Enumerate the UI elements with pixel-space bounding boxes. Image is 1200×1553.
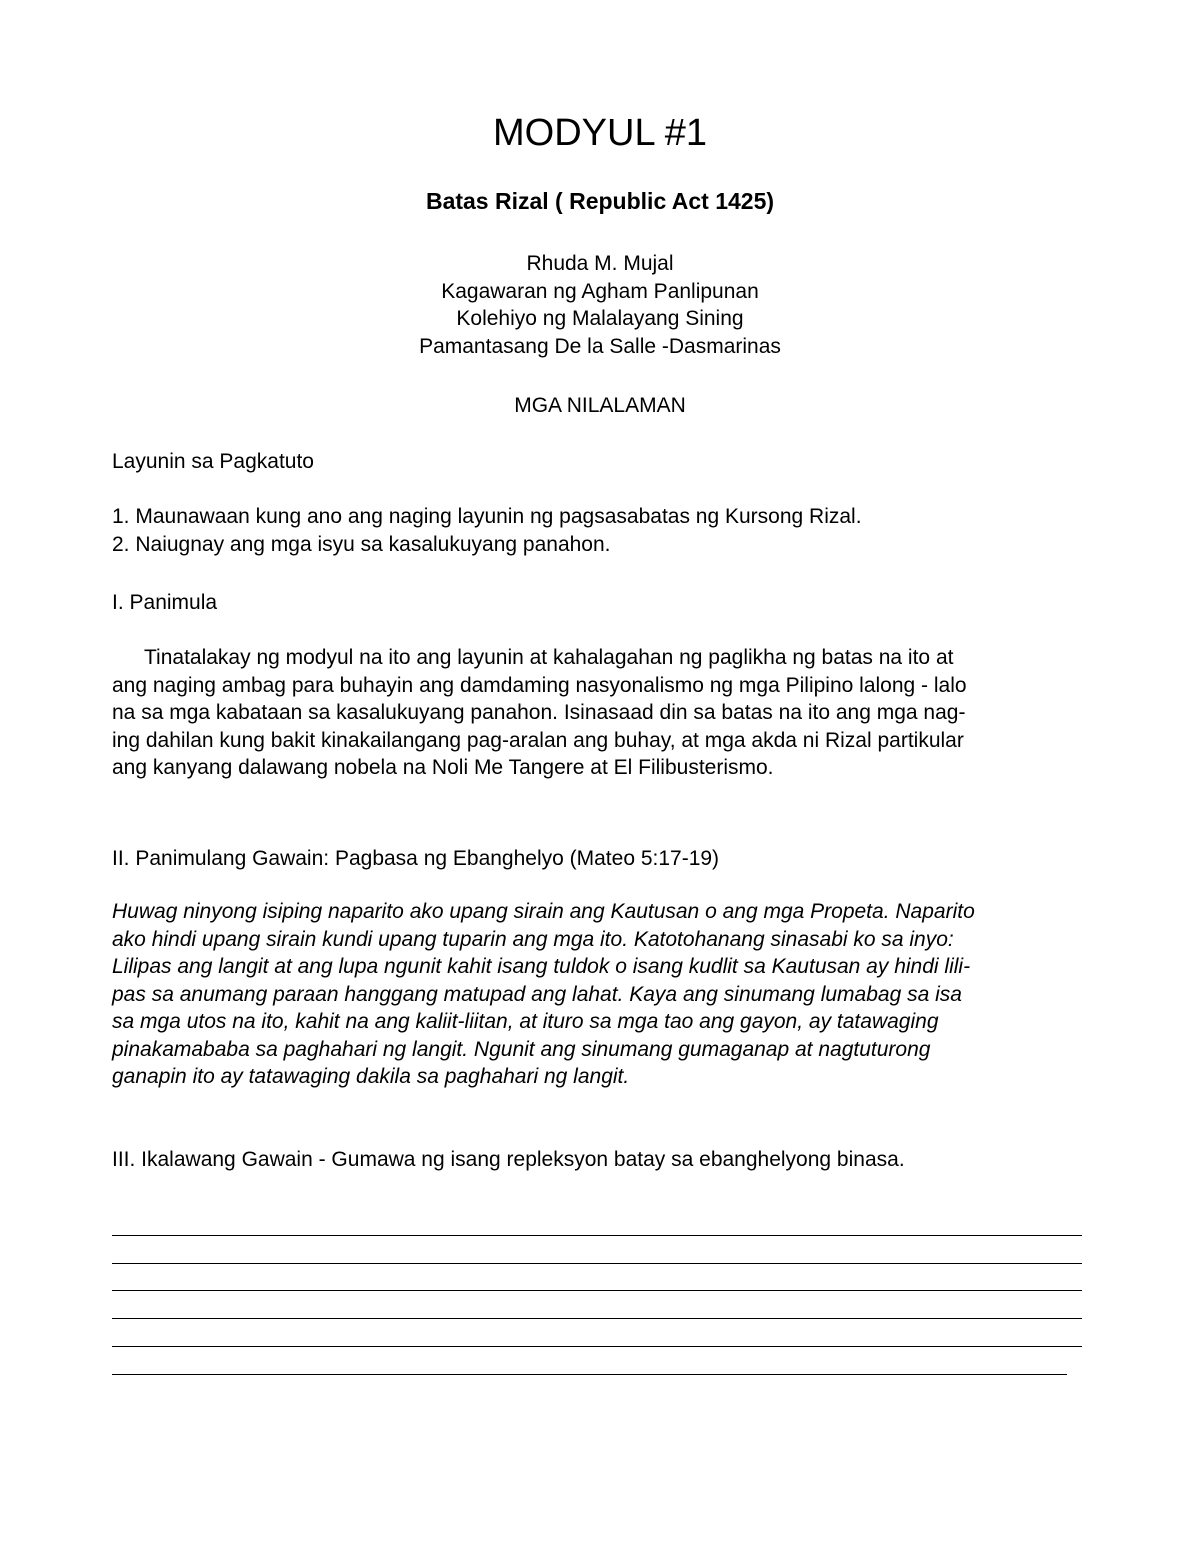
answer-blank-line[interactable] [112, 1236, 1082, 1264]
answer-blank-line[interactable] [112, 1208, 1082, 1236]
objective-item: 1. Maunawaan kung ano ang naging layunin ng pagsasabatas ng Kursong Rizal. [112, 505, 862, 528]
paragraph-line: Tinatalakay ng modyul na ito ang layunin at kahalagahan ng paglikha ng batas na ito at [144, 646, 954, 669]
author-name: Rhuda M. Mujal [526, 252, 674, 275]
author-college: Kolehiyo ng Malalayang Sining [456, 307, 744, 330]
gospel-verse-paragraph [112, 898, 1088, 1091]
module-subtitle: Batas Rizal ( Republic Act 1425) [425, 188, 775, 214]
paragraph-line: ing dahilan kung bakit kinakailangang pag-aralan ang buhay, at mga akda ni Rizal partikular [112, 728, 964, 752]
author-university: Pamantasang De la Salle -Dasmarinas [419, 334, 781, 358]
objectives-list [112, 503, 1088, 558]
contents-heading: MGA NILALAMAN [514, 394, 686, 417]
paragraph-line: na sa mga kabataan sa kasalukuyang panahon. Isinasaad din sa batas na ito ang mga nag- [112, 701, 966, 724]
verse-line: pinakamababa sa paghahari ng langit. Ngunit ang sinumang gumaganap at nagtuturong [112, 1037, 931, 1061]
verse-line: pas sa anumang paraan hanggang matupad ang lahat. Kaya ang sinumang lumabag sa isa [112, 982, 962, 1006]
module-title: MODYUL #1 [493, 112, 707, 154]
verse-line: ako hindi upang sirain kundi upang tuparin ang mga ito. Katotohanang sinasabi ko sa inyo: [112, 927, 954, 951]
answer-blank-line[interactable] [112, 1319, 1082, 1347]
objectives-heading: Layunin sa Pagkatuto [112, 450, 314, 473]
answer-blank-line[interactable] [112, 1347, 1067, 1375]
author-block [0, 250, 1200, 360]
paragraph-line: ang kanyang dalawang nobela na Noli Me Tangere at El Filibusterismo. [112, 756, 774, 779]
section-heading-ikalawang-gawain: III. Ikalawang Gawain - Gumawa ng isang repleksyon batay sa ebanghelyong binasa. [112, 1148, 905, 1171]
verse-line: Lilipas ang langit at ang lupa ngunit kahit isang tuldok o isang kudlit sa Kautusan ay hindi lili- [112, 955, 971, 978]
author-department: Kagawaran ng Agham Panlipunan [441, 279, 759, 303]
panimula-paragraph [112, 644, 1088, 782]
verse-line: Huwag ninyong isiping naparito ako upang sirain ang Kautusan o ang mga Propeta. Naparito [112, 900, 975, 923]
reflection-answer-area[interactable] [112, 1208, 1082, 1375]
objective-item: 2. Naiugnay ang mga isyu sa kasalukuyang panahon. [112, 532, 611, 556]
paragraph-line: ang naging ambag para buhayin ang damdaming nasyonalismo ng mga Pilipino lalong - lalo [112, 673, 967, 697]
verse-line: sa mga utos na ito, kahit na ang kaliit-liitan, at ituro sa mga tao ang gayon, ay tatawaging [112, 1010, 939, 1033]
answer-blank-line[interactable] [112, 1264, 1082, 1292]
section-heading-panimulang-gawain: II. Panimulang Gawain: Pagbasa ng Ebanghelyo (Mateo 5:17-19) [112, 847, 720, 870]
section-heading-panimula: I. Panimula [112, 591, 218, 614]
answer-blank-line[interactable] [112, 1291, 1082, 1319]
verse-line: ganapin ito ay tatawaging dakila sa paghahari ng langit. [112, 1065, 630, 1088]
